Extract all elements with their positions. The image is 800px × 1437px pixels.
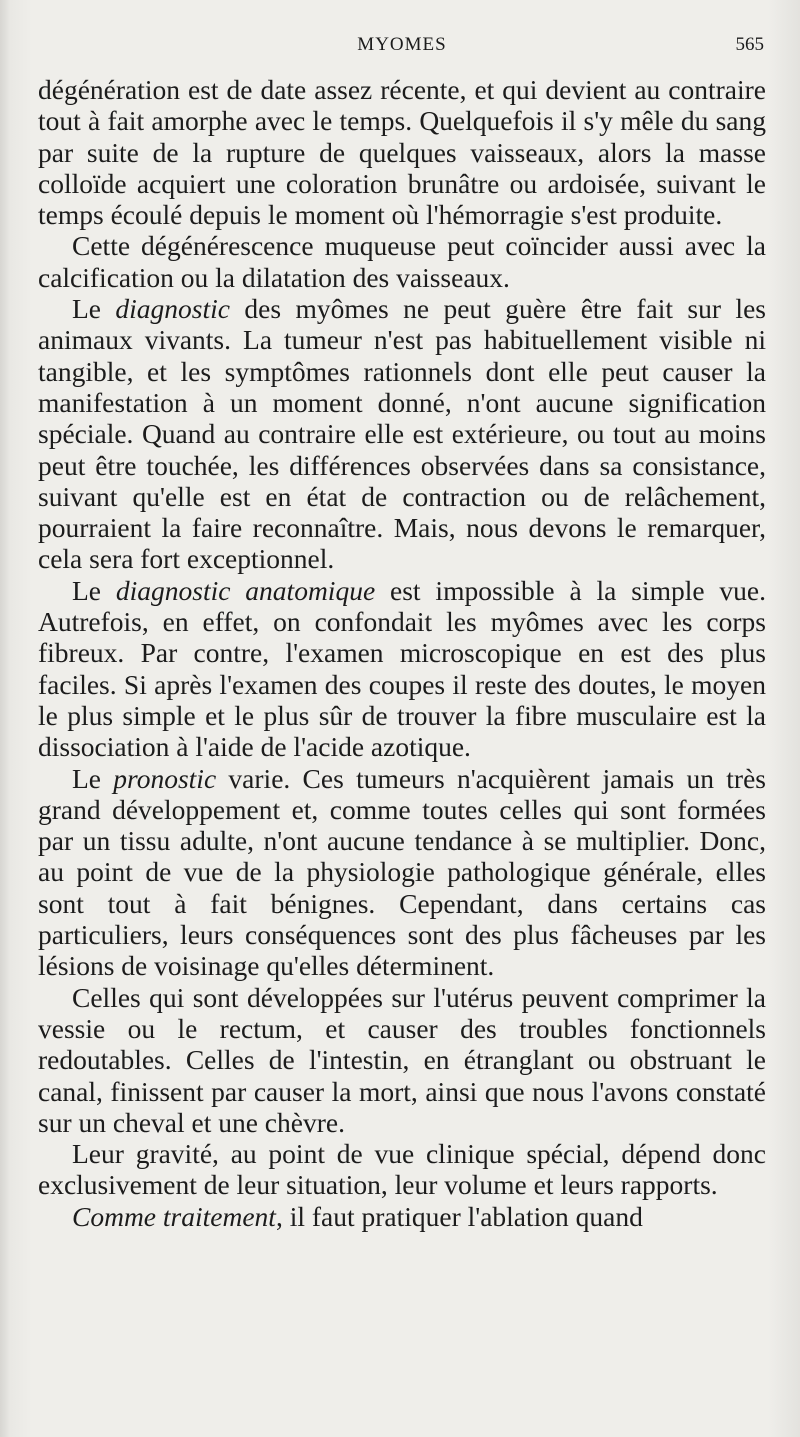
italic-term: pronostic (113, 762, 217, 794)
italic-term: Comme traitement (72, 1200, 276, 1232)
paragraph-lead: Le (72, 574, 116, 606)
paragraph-text: varie. Ces tumeurs n'acquièrent jamais un très grand développement et, comme toutes celles qui sont formées par un tissu adulte, n'ont aucune tendance à se multiplier. Donc, au point de vue de la physiologie pathologique générale, elles sont tout à fait bénignes. Cependant, dans certains cas particuliers, leurs conséquences sont des plus fâcheuses par les lésions de voisinage qu'elles déterminent. (38, 762, 766, 982)
italic-term: diagnostic (115, 293, 231, 325)
paragraph-text: Celles qui sont développées sur l'utérus peuvent comprimer la vessie ou le rectum, et causer des troubles fonctionnels redoutables. Celles de l'intestin, en étranglant ou obstruant le canal, finissent par causer la mort, ainsi que nous l'avons constaté sur un cheval et une chèvre. (38, 981, 766, 1138)
paragraph-text: , il faut pratiquer l'ablation quand (275, 1200, 643, 1232)
paragraph-continuation (38, 74, 766, 230)
paragraph-text: dégénération est de date assez récente, et qui devient au contraire tout à fait amorphe avec le temps. Quelquefois il s'y mêle du sang par suite de la rupture de quelques vaisseaux, alors la masse colloïde acquiert une coloration brunâtre ou ardoisée, suivant le temps écoulé depuis le moment où l'hémorragie s'est produite. (38, 74, 766, 231)
page-header (38, 30, 766, 74)
paragraph-lead: Le (72, 762, 114, 794)
paragraph-diagnostic-anatomique (38, 575, 766, 763)
body-text (38, 74, 766, 1232)
paragraph-text: est impossible à la simple vue. Autrefois, en effet, on confondait les myômes avec les corps fibreux. Par contre, l'examen microscopique en est des plus faciles. Si après l'examen des coupes il reste des doutes, le moyen le plus simple et le plus sûr de trouver la fibre musculaire est la dissociation à l'aide de l'acide azotique. (38, 574, 766, 763)
paragraph-text: Cette dégénérescence muqueuse peut coïncider aussi avec la calcification ou la dilatation des vaisseaux. (38, 230, 766, 293)
page-number: 565 (735, 34, 764, 55)
scan-edge-shadow (0, 0, 10, 1437)
paragraph-text: Leur gravité, au point de vue clinique spécial, dépend donc exclusivement de leur situation, leur volume et leurs rapports. (38, 1138, 766, 1201)
paragraph-traitement (38, 1201, 766, 1232)
paragraph-text: des myômes ne peut guère être fait sur les animaux vivants. La tumeur n'est pas habituellement visible ni tangible, et les symptômes rationnels dont elle peut causer la manifestation à un moment donné, n'ont aucune signification spéciale. Quand au contraire elle est extérieure, ou tout au moins peut être touchée, les différences observées dans sa consistance, suivant qu'elle est en état de contraction ou de relâchement, pourraient la faire reconnaître. Mais, nous devons le remarquer, cela sera fort exceptionnel. (38, 293, 766, 575)
paragraph-gravite (38, 1138, 766, 1201)
paragraph-diagnostic (38, 293, 766, 575)
paragraph-uterus (38, 982, 766, 1138)
paragraph-degenerescence (38, 230, 766, 293)
running-head: MYOMES (357, 34, 447, 55)
paragraph-pronostic (38, 763, 766, 982)
italic-term: diagnostic anatomique (115, 574, 376, 606)
paragraph-lead: Le (72, 293, 116, 325)
